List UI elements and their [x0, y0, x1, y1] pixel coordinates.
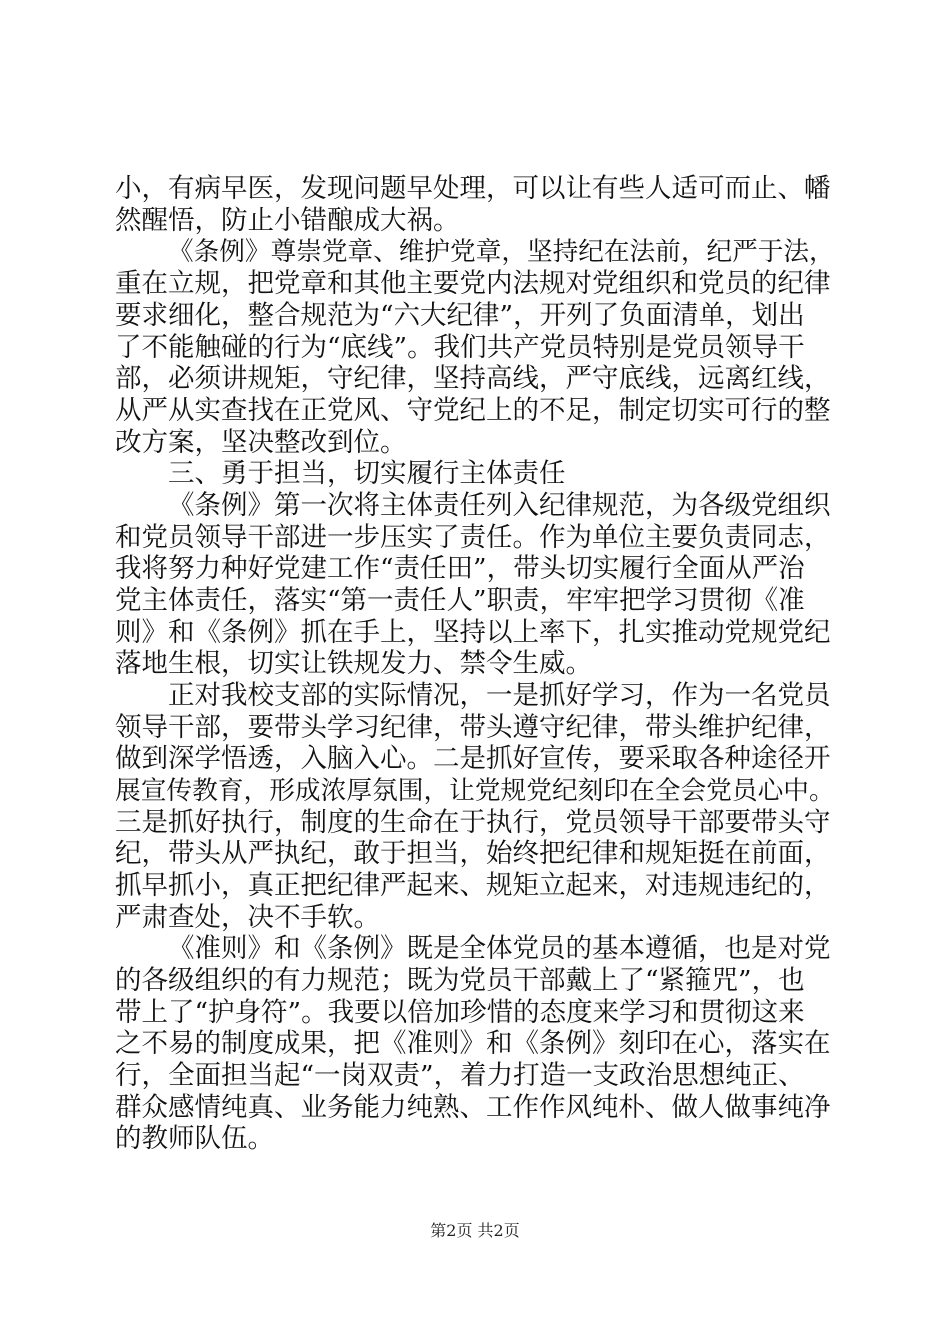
- text-line: 党主体责任，落实“第一责任人”职责，牢牢把学习贯彻《准: [115, 585, 805, 616]
- text-line: 三是抓好执行，制度的生命在于执行，党员领导干部要带头守: [115, 807, 831, 838]
- text-line: 行，全面担当起“一岗双责”，着力打造一支政治思想纯正、: [115, 1060, 805, 1091]
- text-line: 落地生根，切实让铁规发力、禁令生威。: [115, 648, 592, 679]
- text-line: 带上了“护身符”。我要以倍加珍惜的态度来学习和贯彻这来: [115, 997, 805, 1028]
- text-line: 我将努力种好党建工作“责任田”，带头切实履行全面从严治: [115, 553, 805, 584]
- text-line: 之不易的制度成果，把《准则》和《条例》刻印在心，落实在: [115, 1028, 831, 1059]
- text-line: 《准则》和《条例》既是全体党员的基本遵循，也是对党: [168, 933, 831, 964]
- text-line: 严肃查处，决不手软。: [115, 902, 380, 933]
- page-number-footer: 第2页 共2页: [430, 1221, 520, 1240]
- text-line: 则》和《条例》抓在手上，坚持以上率下，扎实推动党规党纪: [115, 617, 831, 648]
- text-line: 和党员领导干部进一步压实了责任。作为单位主要负责同志，: [115, 522, 831, 553]
- text-line: 重在立规，把党章和其他主要党内法规对党组织和党员的纪律: [115, 268, 831, 299]
- text-line: 《条例》尊崇党章、维护党章，坚持纪在法前，纪严于法，: [168, 237, 835, 267]
- text-line: 从严从实查找在正党风、守党纪上的不足，制定切实可行的整: [115, 395, 831, 426]
- text-line: 了不能触碰的行为“底线”。我们共产党员特别是党员领导干: [115, 332, 805, 363]
- text-line: 部，必须讲规矩，守纪律，坚持高线，严守底线，远离红线，: [115, 363, 831, 394]
- text-line: 改方案，坚决整改到位。: [115, 427, 407, 458]
- text-line: 领导干部，要带头学习纪律，带头遵守纪律，带头维护纪律，: [115, 712, 831, 743]
- text-line: 的教师队伍。: [115, 1123, 274, 1154]
- text-line: 抓早抓小，真正把纪律严起来、规矩立起来，对违规违纪的，: [115, 870, 831, 901]
- text-line: 然醒悟，防止小错酿成大祸。: [115, 205, 460, 236]
- text-line: 小，有病早医，发现问题早处理，可以让有些人适可而止、幡: [115, 173, 831, 204]
- section-heading: 三、勇于担当，切实履行主体责任: [168, 458, 566, 489]
- text-line: 的各级组织的有力规范；既为党员干部戴上了“紧箍咒”，也: [115, 965, 805, 996]
- text-line: 纪，带头从严执纪，敢于担当，始终把纪律和规矩挺在前面，: [115, 838, 831, 869]
- text-line: 做到深学悟透，入脑入心。二是抓好宣传，要采取各种途径开: [115, 743, 831, 774]
- text-line: 正对我校支部的实际情况，一是抓好学习，作为一名党员: [168, 680, 831, 711]
- text-line: 《条例》第一次将主体责任列入纪律规范，为各级党组织: [168, 490, 831, 521]
- text-line: 展宣传教育，形成浓厚氛围，让党规党纪刻印在全会党员心中。: [115, 776, 835, 806]
- text-line: 群众感情纯真、业务能力纯熟、工作作风纯朴、做人做事纯净: [115, 1092, 831, 1123]
- text-line: 要求细化，整合规范为“六大纪律”，开列了负面清单，划出: [115, 300, 805, 331]
